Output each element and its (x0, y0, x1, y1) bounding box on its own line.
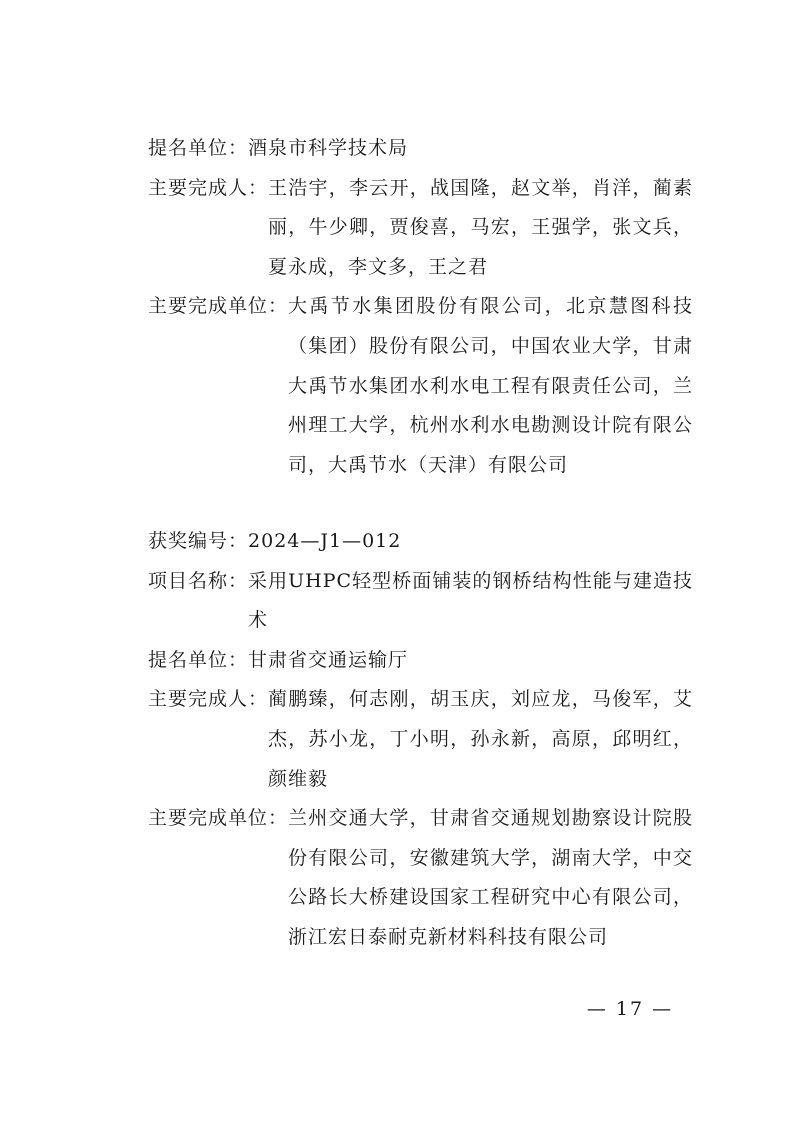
nominator-value: 酒泉市科学技术局 (248, 137, 409, 159)
units-label: 主要完成单位： (148, 295, 289, 318)
units-value: 兰州交通大学，甘肃省交通规划勘察设计院股份有限公司，安徽建筑大学，湖南大学，中交公路长大桥建设国家工程研究中心有限公司，浙江宏日泰耐克新材料科技有限公司 (288, 807, 693, 948)
persons-label: 主要完成人： (148, 688, 269, 711)
award-number-row (148, 522, 693, 562)
persons-row (148, 680, 693, 799)
nominator-label: 提名单位： (148, 137, 249, 159)
nominator-value: 甘肃省交通运输厅 (248, 648, 409, 671)
persons-value: 王浩宇，李云开，战国隆，赵文举，肖洋，蔺素丽，牛少卿，贾俊喜，马宏，王强学，张文兵，夏永成，李文多，王之君 (268, 176, 693, 278)
units-value: 大禹节水集团股份有限公司，北京慧图科技（集团）股份有限公司，中国农业大学，甘肃大禹节水集团水利水电工程有限责任公司，兰州理工大学，杭州水利水电勘测设计院有限公司，大禹节水（天津）有限公司 (288, 295, 693, 476)
nominator-row (148, 129, 693, 169)
project-name-value: 采用UHPC轻型桥面铺装的钢桥结构性能与建造技术 (248, 569, 693, 632)
persons-row (148, 169, 693, 288)
units-label: 主要完成单位： (148, 807, 289, 830)
units-row (148, 287, 693, 485)
project-name-label: 项目名称： (148, 569, 249, 592)
nominator-label: 提名单位： (148, 648, 249, 671)
units-row (148, 799, 693, 957)
project-name-row (148, 562, 693, 641)
award-number-value: 2024—J1—012 (248, 530, 402, 552)
persons-label: 主要完成人： (148, 176, 269, 199)
page-number: — 17 — (586, 998, 674, 1020)
award-number-label: 获奖编号： (148, 530, 249, 552)
nominator-row (148, 641, 693, 681)
award-record-2 (148, 522, 693, 958)
award-record-1 (148, 129, 693, 485)
persons-value: 蔺鹏臻，何志刚，胡玉庆，刘应龙，马俊军，艾杰，苏小龙，丁小明，孙永新，高原，邱明红，颜维毅 (268, 688, 693, 790)
